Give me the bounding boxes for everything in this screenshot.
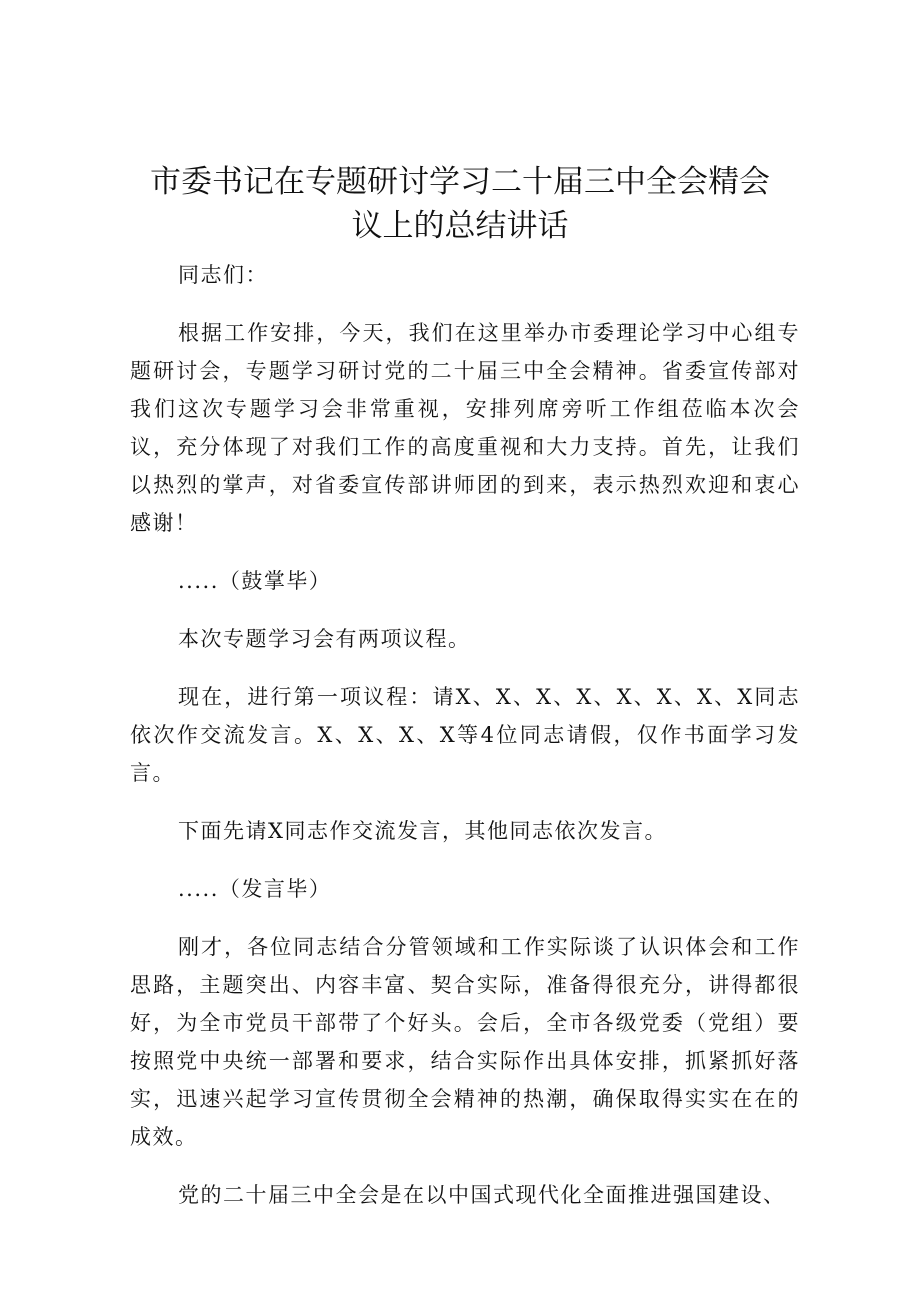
document-title xyxy=(120,160,800,248)
paragraph-plenum: 党的二十届三中全会是在以中国式现代化全面推进强国建设、 xyxy=(178,1183,786,1207)
paragraph-first-speaker: 下面先请X同志作交流发言，其他同志依次发言。 xyxy=(178,819,667,843)
document-body xyxy=(130,256,800,1234)
title-line-1: 市委书记在专题研讨学习二十届三中全会精会 xyxy=(150,164,770,200)
paragraph-agenda: 本次专题学习会有两项议程。 xyxy=(178,627,471,651)
paragraph-speech-end: .....（发言毕） xyxy=(178,877,332,901)
paragraph-opening: 根据工作安排，今天，我们在这里举办市委理论学习中心组专题研讨会，专题学习研讨党的二十届三中全会精神。省委宣传部对我们这次专题学习会非常重视，安排列席旁听工作组莅临本次会议，充分体现了对我们工作的高度重视和大力支持。首先，让我们以热烈的掌声，对省委宣传部讲师团的到来，表示热烈欢迎和衷心感谢！ xyxy=(130,321,800,535)
salutation: 同志们： xyxy=(178,263,268,287)
paragraph-summary: 刚才，各位同志结合分管领域和工作实际谈了认识体会和工作思路，主题突出、内容丰富、契合实际，准备得很充分，讲得都很好，为全市党员干部带了个好头。会后，全市各级党委（党组）要按照党中央统一部署和要求，结合实际作出具体安排，抓紧抓好落实，迅速兴起学习宣传贯彻全会精神的热潮，确保取得实实在在的成效。 xyxy=(130,935,800,1149)
title-line-2: 议上的总结讲话 xyxy=(351,208,569,244)
paragraph-applause: .....（鼓掌毕） xyxy=(178,569,332,593)
paragraph-first-item: 现在，进行第一项议程：请X、X、X、X、X、X、X、X同志依次作交流发言。X、X、X、X等4位同志请假，仅作书面学习发言。 xyxy=(130,685,800,785)
